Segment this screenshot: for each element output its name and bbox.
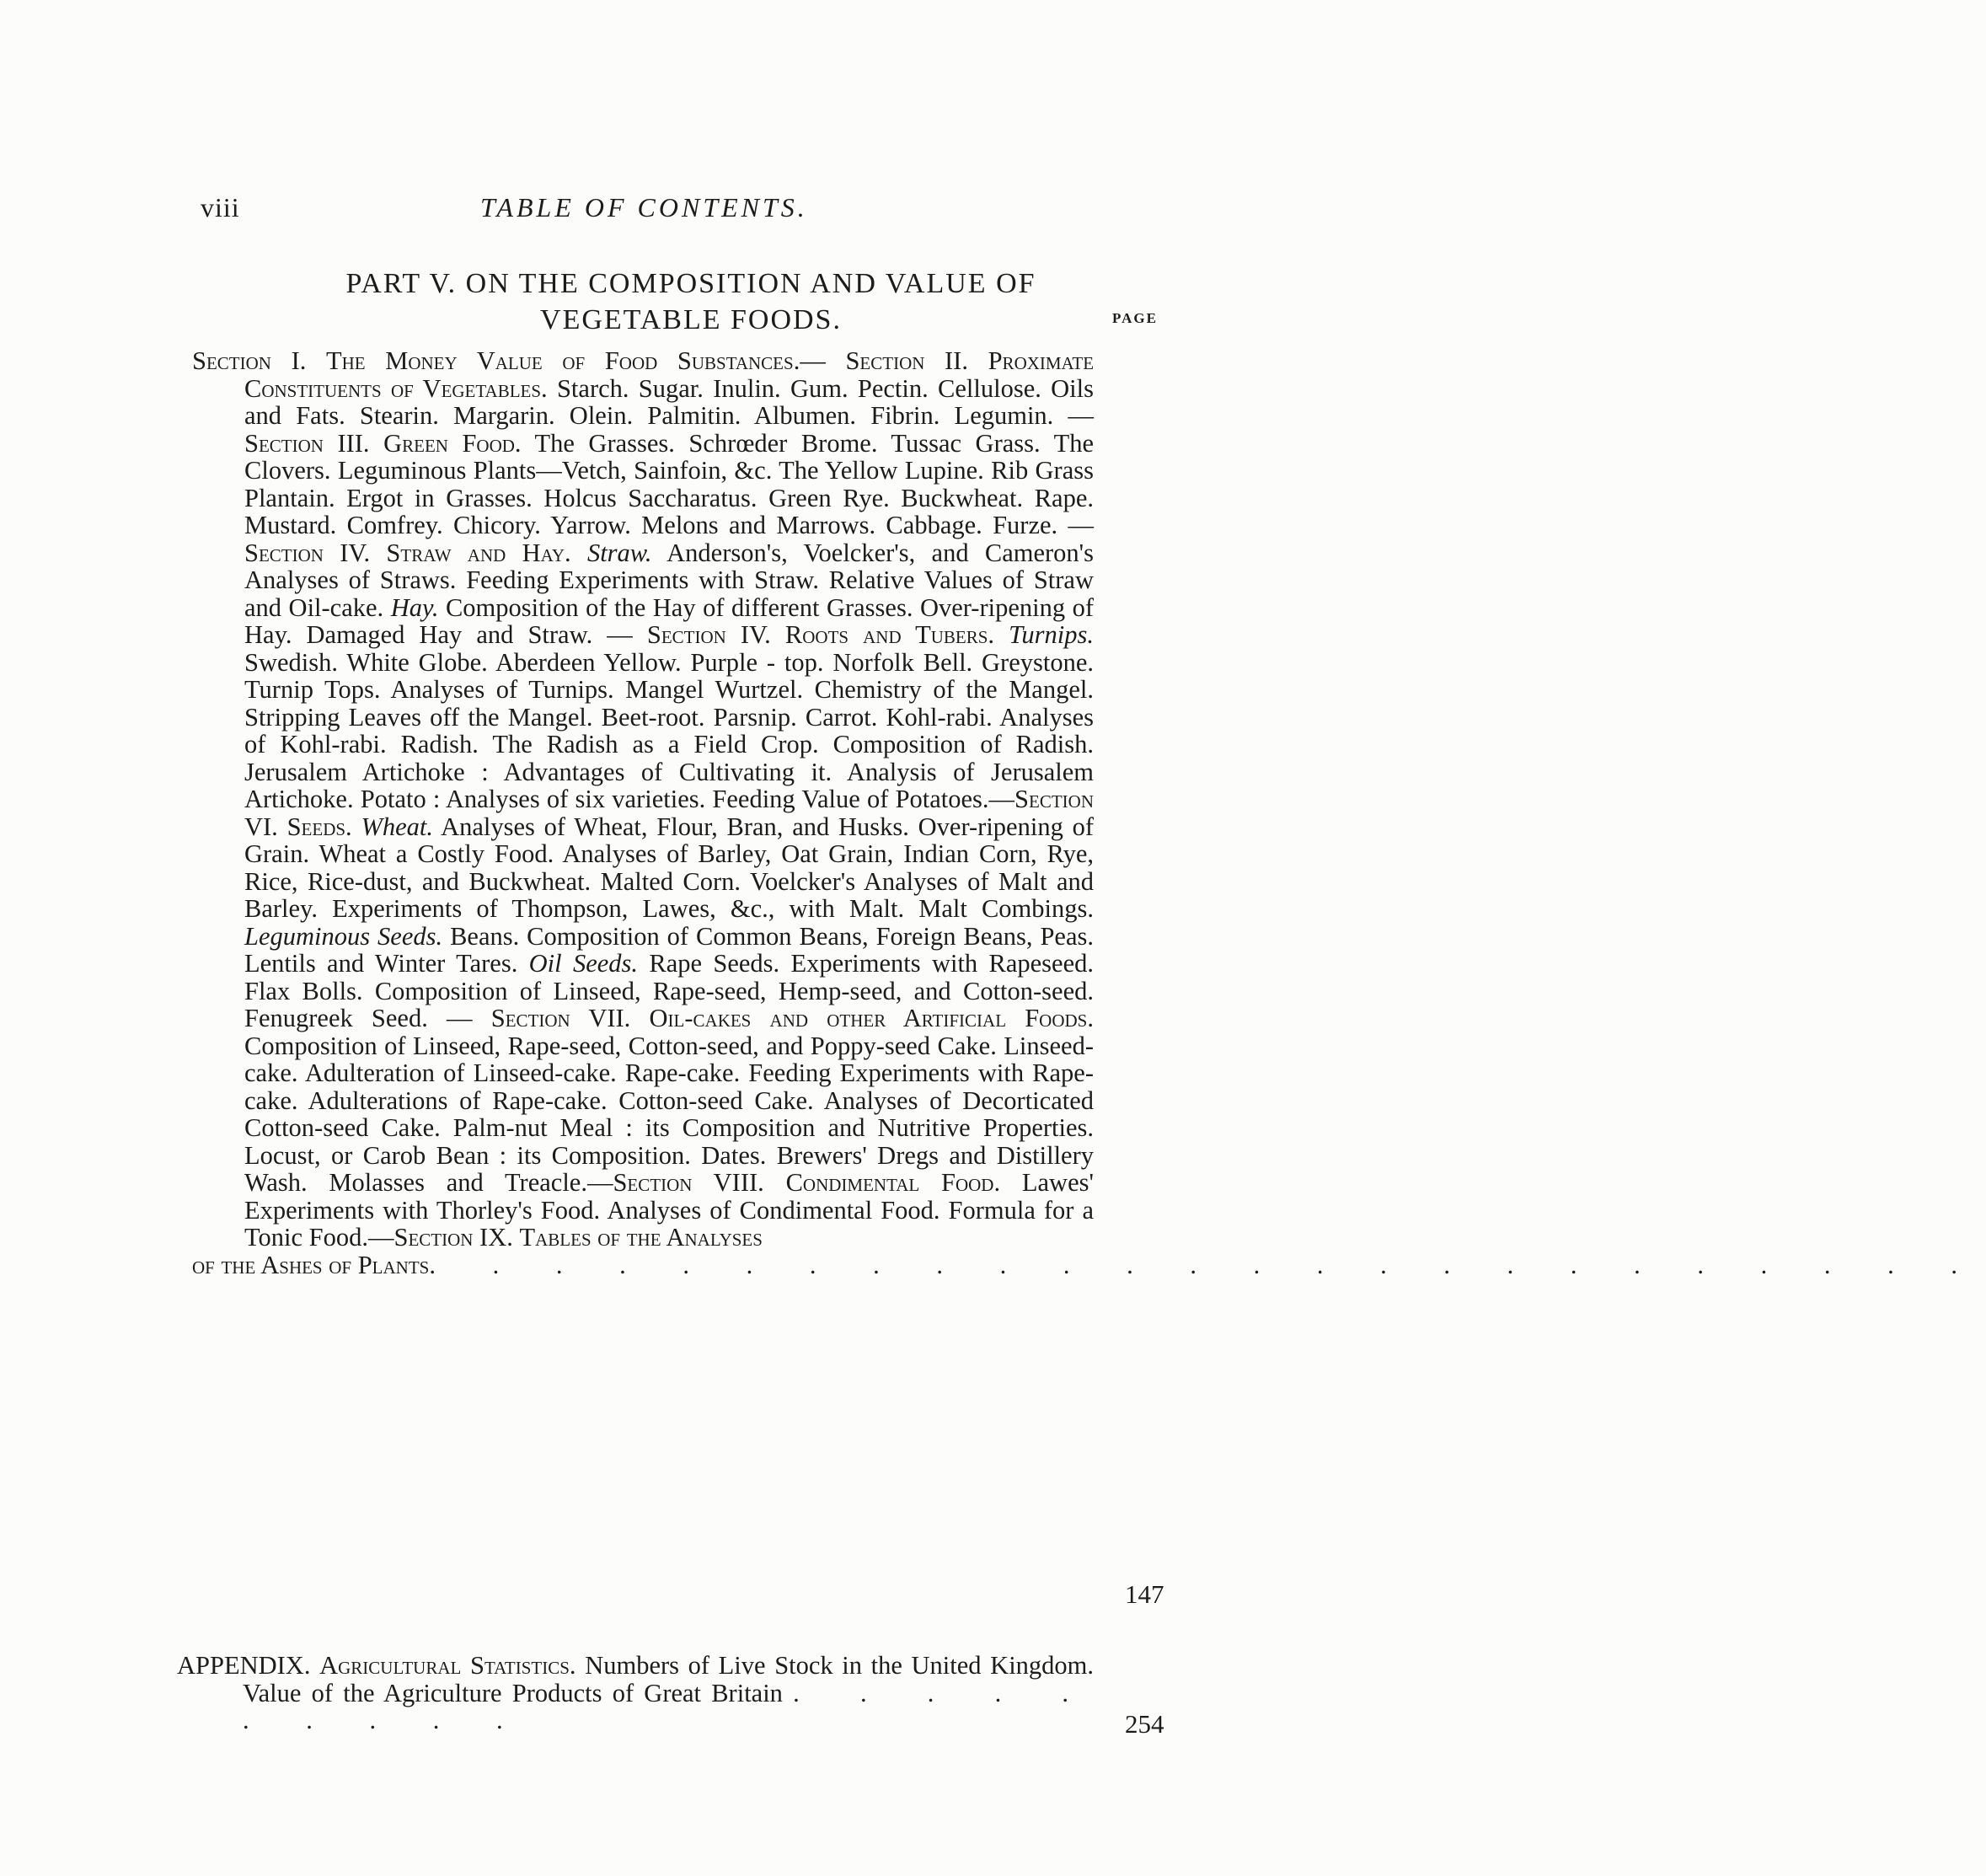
- page-column-label: PAGE: [1112, 310, 1158, 326]
- section-title: Condimental Food.: [785, 1168, 1001, 1197]
- entry-text: Beans. Composition of Common Beans, Foreign Beans, Peas. Lentils and Winter Tares.: [244, 921, 1094, 978]
- subheading: Turnips.: [1009, 620, 1095, 649]
- appendix-text: Numbers of Live Stock in the United Kingdom. Value of the Agriculture Products of Great Britain: [243, 1651, 1095, 1707]
- subheading: Straw.: [586, 538, 652, 567]
- entry-text: Lawes' Experiments with Thorley's Food. Analyses of Condimental Food. Formula for a Tonic Food.—: [244, 1168, 1094, 1252]
- page-number: 254: [1125, 1709, 1164, 1739]
- section-title: Roots and Tubers.: [784, 620, 995, 649]
- subheading: Wheat.: [361, 812, 433, 841]
- section-label: Section IV.: [244, 538, 371, 567]
- appendix-label: APPENDIX.: [177, 1651, 311, 1680]
- entry-text: Analyses of Wheat, Flour, Bran, and Husks. Over-ripening of Grain. Wheat a Costly Food. Analyses of Barley, Oat Grain, Indian Corn, Rye, Rice, Rice-dust, and Buckwheat. Malted Corn. Voelcker's Analyses of Malt and Barley. Experiments of Thompson, Lawes, &c., with Malt. Malt Combings.: [244, 812, 1094, 923]
- section-label: Section IV.: [646, 620, 771, 649]
- section-label: Section VI.: [244, 785, 1094, 841]
- section-title: Green Food.: [383, 428, 522, 458]
- section-title: Tables of the Analyses: [519, 1223, 763, 1252]
- entry-text: Swedish. White Globe. Aberdeen Yellow. Purple - top. Norfolk Bell. Greystone. Turnip Tops. Analyses of Turnips. Mangel Wurtzel. Chemistry of the Mangel. Stripping Leaves off the Mangel. Beet-root. Parsnip. Carrot. Kohl-rabi. Analyses of Kohl-rabi. Radish. The Radish as a Field Crop. Composition of Radish. Jerusalem Artichoke : Advantages of Cultivating it. Analysis of Jerusalem Artichoke. Potato : Analyses of six varieties. Feeding Value of Potatoes.—: [244, 647, 1094, 813]
- entry-text: Composition of Linseed, Rape-seed, Cotton-seed, and Poppy-seed Cake. Linseed-cake. Adulteration of Linseed-cake. Rape-cake. Feeding Experiments with Rape-cake. Adulterations of Rape-cake. Cotton-seed Cake. Analyses of Decorticated Cotton-seed Cake. Palm-nut Meal : its Composition and Nutritive Properties. Locust, or Carob Bean : its Composition. Dates. Brewers' Dregs and Distillery Wash. Molasses and Treacle.—: [244, 1031, 1094, 1197]
- section-title-continued: of the Ashes of Plants: [192, 1250, 430, 1279]
- dot-leader: . . . . . . . . . . . . . . . . . . . . . . . . .: [429, 1250, 1983, 1279]
- section-label: Section I.: [192, 346, 307, 375]
- section-title: Seeds.: [286, 812, 352, 841]
- appendix-paragraph: [177, 1652, 1094, 1734]
- part-title-line-2: VEGETABLE FOODS.: [540, 304, 842, 335]
- page-folio: viii: [201, 192, 240, 222]
- entry-last-line: [192, 1250, 1983, 1279]
- contents-entry-part-v: [192, 346, 1983, 1279]
- appendix-title: Agricultural Statistics.: [319, 1651, 576, 1680]
- running-head: TABLE OF CONTENTS.: [480, 192, 808, 222]
- subheading: Hay.: [390, 592, 439, 622]
- subheading: Leguminous Seeds.: [244, 921, 443, 951]
- section-title: Oil-cakes and other Artificial Foods.: [649, 1004, 1094, 1032]
- entry-text: Rape Seeds. Experiments with Rapeseed. Flax Bolls. Composition of Linseed, Rape-seed, Hemp-seed, and Cotton-seed. Fenugreek Seed. —: [244, 949, 1094, 1032]
- subheading: Oil Seeds.: [528, 949, 639, 978]
- entry-paragraph: [192, 347, 1094, 1252]
- contents-entry-appendix: [177, 1652, 1094, 1734]
- dot-leader: . . . . . . . . . .: [243, 1678, 1094, 1734]
- section-label: Section VIII.: [613, 1168, 764, 1197]
- part-title: [244, 265, 1138, 338]
- page-number: 147: [1125, 1579, 1164, 1609]
- entry-text: Starch. Sugar. Inulin. Gum. Pectin. Cellulose. Oils and Fats. Stearin. Margarin. Olein. Palmitin. Albumen. Fibrin. Legumin. —: [244, 373, 1094, 430]
- section-label: Section III.: [244, 428, 370, 458]
- section-label: Section VII.: [490, 1004, 631, 1032]
- section-title: The Money Value of Food Substances.—: [325, 346, 826, 375]
- entry-text: The Grasses. Schrœder Brome. Tussac Grass. The Clovers. Leguminous Plants—Vetch, Sainfoin, &c. The Yellow Lupine. Rib Grass Plantain. Ergot in Grasses. Holcus Saccharatus. Green Rye. Buckwheat. Rape. Mustard. Comfrey. Chicory. Yarrow. Melons and Marrows. Cabbage. Furze. —: [244, 428, 1094, 539]
- part-title-line-1: PART V. ON THE COMPOSITION AND VALUE OF: [345, 268, 1036, 299]
- section-label: Section IX.: [393, 1223, 513, 1252]
- section-title: Straw and Hay.: [386, 538, 571, 567]
- entry-text: Composition of the Hay of different Grasses. Over-ripening of Hay. Damaged Hay and Straw. —: [244, 592, 1095, 649]
- entry-text: Anderson's, Voelcker's, and Cameron's Analyses of Straws. Feeding Experiments with Straw. Relative Values of Straw and Oil-cake.: [244, 538, 1095, 622]
- section-label: Section II.: [845, 346, 968, 375]
- section-title: Proximate Constituents of Vegetables.: [244, 346, 1095, 403]
